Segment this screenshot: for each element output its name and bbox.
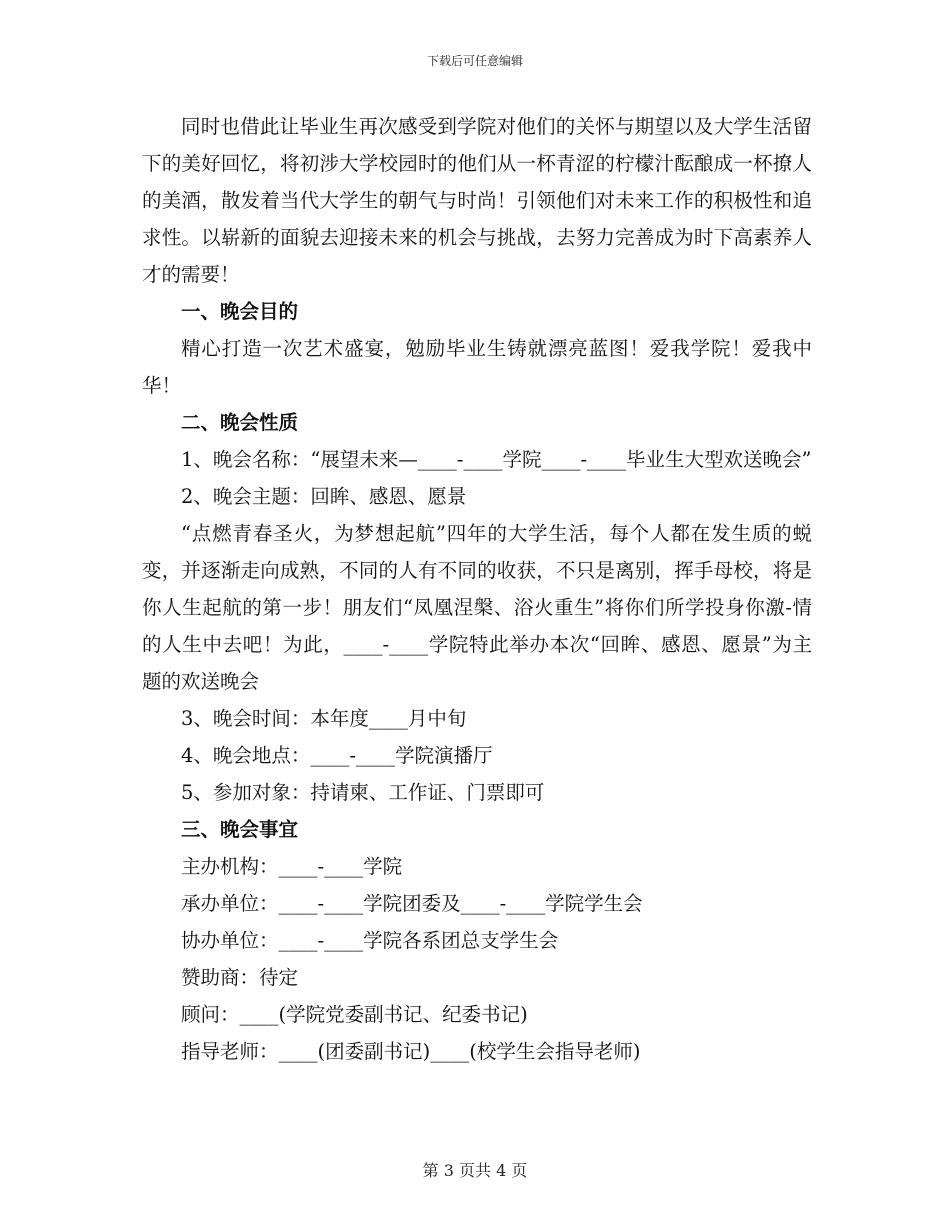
sponsor-line: 赞助商：待定 [181,966,299,989]
attendees-item: 5、参加对象：持请柬、工作证、门票即可 [181,781,545,804]
instructor-line: 指导老师：____(团委副书记)____(校学生会指导老师) [181,1040,641,1063]
event-theme-item: 2、晚会主题：回眸、感恩、愿景 [181,485,467,508]
document-body [142,108,812,1070]
purpose-paragraph: 精心打造一次艺术盛宴，勉励毕业生铸就漂亮蓝图！爱我学院！爱我中华！ [142,337,812,397]
co-organizer-line: 协办单位：____-____学院各系团总支学生会 [181,929,559,952]
page-header: 下载后可任意编辑 [426,54,523,68]
advisor-line: 顾问：____(学院党委副书记、纪委书记) [181,1003,528,1026]
intro-paragraph: 同时也借此让毕业生再次感受到学院对他们的关怀与期望以及大学生活留下的美好回忆，将初涉大学校园时的他们从一杯青涩的柠檬汁酝酿成一杯撩人的美酒，散发着当代大学生的朝气与时尚！引领他们对未来工作的积极性和追求性。以崭新的面貌去迎接未来的机会与挑战，去努力完善成为时下高素养人才的需要！ [142,115,812,286]
event-name-item: 1、晚会名称：“展望未来—____-____学院____-____毕业生大型欢送晚会” [181,448,812,471]
event-time-item: 3、晚会时间：本年度____月中旬 [181,707,467,730]
section-heading-affairs: 三、晚会事宜 [181,818,299,841]
theme-description-paragraph: “点燃青春圣火，为梦想起航”四年的大学生活，每个人都在发生质的蜕变，并逐渐走向成熟，不同的人有不同的收获，不只是离别，挥手母校，将是你人生起航的第一步！朋友们“凤凰涅槃、浴火重生”将你们所学投身你激-情的人生中去吧！为此，____-____学院特此举办本次“回眸、感恩、愿景”为主题的欢送晚会 [142,522,812,693]
organizer-line: 主办机构：____-____学院 [181,855,403,878]
section-heading-nature: 二、晚会性质 [181,411,299,434]
page-footer: 第 3 页共 4 页 [422,1161,528,1180]
event-location-item: 4、晚会地点：____-____学院演播厅 [181,744,493,767]
host-unit-line: 承办单位：____-____学院团委及____-____学院学生会 [181,892,643,915]
section-heading-purpose: 一、晚会目的 [181,300,299,323]
